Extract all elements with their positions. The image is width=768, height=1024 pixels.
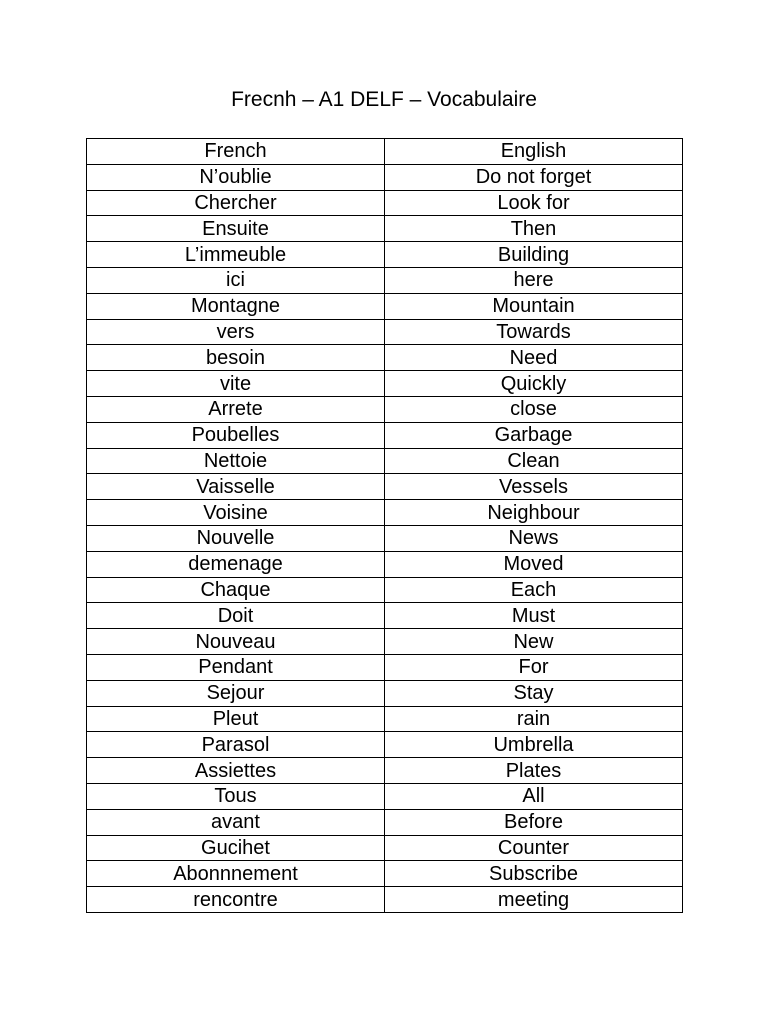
english-cell: Before (385, 809, 683, 835)
english-cell: News (385, 525, 683, 551)
french-cell: Gucihet (87, 835, 385, 861)
english-cell: Vessels (385, 474, 683, 500)
english-cell: Stay (385, 680, 683, 706)
table-row (87, 525, 683, 551)
page-title: Frecnh – A1 DELF – Vocabulaire (231, 88, 537, 111)
table-row (87, 809, 683, 835)
french-cell: Doit (87, 603, 385, 629)
english-cell: close (385, 396, 683, 422)
french-cell: Sejour (87, 680, 385, 706)
french-cell: Parasol (87, 732, 385, 758)
column-header-english: English (385, 139, 683, 165)
english-cell: Moved (385, 551, 683, 577)
english-cell: Plates (385, 758, 683, 784)
english-cell: Do not forget (385, 164, 683, 190)
french-cell: Chaque (87, 577, 385, 603)
table-row (87, 448, 683, 474)
french-cell: Nouveau (87, 629, 385, 655)
table-row (87, 577, 683, 603)
table-row (87, 551, 683, 577)
column-header-french: French (87, 139, 385, 165)
english-cell: Umbrella (385, 732, 683, 758)
english-cell: Each (385, 577, 683, 603)
french-cell: Assiettes (87, 758, 385, 784)
french-cell: N’oublie (87, 164, 385, 190)
french-cell: Nettoie (87, 448, 385, 474)
table-row (87, 603, 683, 629)
french-cell: vers (87, 319, 385, 345)
french-cell: Poubelles (87, 422, 385, 448)
table-row (87, 629, 683, 655)
french-cell: Nouvelle (87, 525, 385, 551)
english-cell: Neighbour (385, 500, 683, 526)
table-row (87, 680, 683, 706)
french-cell: ici (87, 267, 385, 293)
table-row (87, 654, 683, 680)
table-row (87, 345, 683, 371)
french-cell: Tous (87, 783, 385, 809)
french-cell: Montagne (87, 293, 385, 319)
table-row (87, 242, 683, 268)
table-row (87, 319, 683, 345)
table-row (87, 474, 683, 500)
english-cell: Towards (385, 319, 683, 345)
english-cell: rain (385, 706, 683, 732)
table-row (87, 500, 683, 526)
french-cell: rencontre (87, 887, 385, 913)
english-cell: here (385, 267, 683, 293)
french-cell: Pleut (87, 706, 385, 732)
french-cell: vite (87, 371, 385, 397)
table-row (87, 732, 683, 758)
table-header-row (87, 139, 683, 165)
table-row (87, 422, 683, 448)
french-cell: L’immeuble (87, 242, 385, 268)
english-cell: Subscribe (385, 861, 683, 887)
french-cell: Arrete (87, 396, 385, 422)
french-cell: Voisine (87, 500, 385, 526)
table-row (87, 783, 683, 809)
french-cell: Ensuite (87, 216, 385, 242)
french-cell: Vaisselle (87, 474, 385, 500)
table-row (87, 190, 683, 216)
table-row (87, 267, 683, 293)
table-row (87, 835, 683, 861)
english-cell: meeting (385, 887, 683, 913)
table-row (87, 371, 683, 397)
table-row (87, 216, 683, 242)
english-cell: Mountain (385, 293, 683, 319)
french-cell: avant (87, 809, 385, 835)
table-row (87, 164, 683, 190)
english-cell: New (385, 629, 683, 655)
english-cell: All (385, 783, 683, 809)
english-cell: Look for (385, 190, 683, 216)
french-cell: Chercher (87, 190, 385, 216)
french-cell: Pendant (87, 654, 385, 680)
english-cell: Quickly (385, 371, 683, 397)
french-cell: demenage (87, 551, 385, 577)
table-row (87, 758, 683, 784)
english-cell: Garbage (385, 422, 683, 448)
table-row (87, 706, 683, 732)
english-cell: Then (385, 216, 683, 242)
french-cell: Abonnnement (87, 861, 385, 887)
table-row (87, 396, 683, 422)
table-row (87, 887, 683, 913)
english-cell: Building (385, 242, 683, 268)
english-cell: Need (385, 345, 683, 371)
french-cell: besoin (87, 345, 385, 371)
english-cell: Counter (385, 835, 683, 861)
english-cell: Must (385, 603, 683, 629)
table-row (87, 293, 683, 319)
vocabulary-table (86, 138, 683, 913)
english-cell: For (385, 654, 683, 680)
table-body (87, 164, 683, 912)
english-cell: Clean (385, 448, 683, 474)
table-row (87, 861, 683, 887)
